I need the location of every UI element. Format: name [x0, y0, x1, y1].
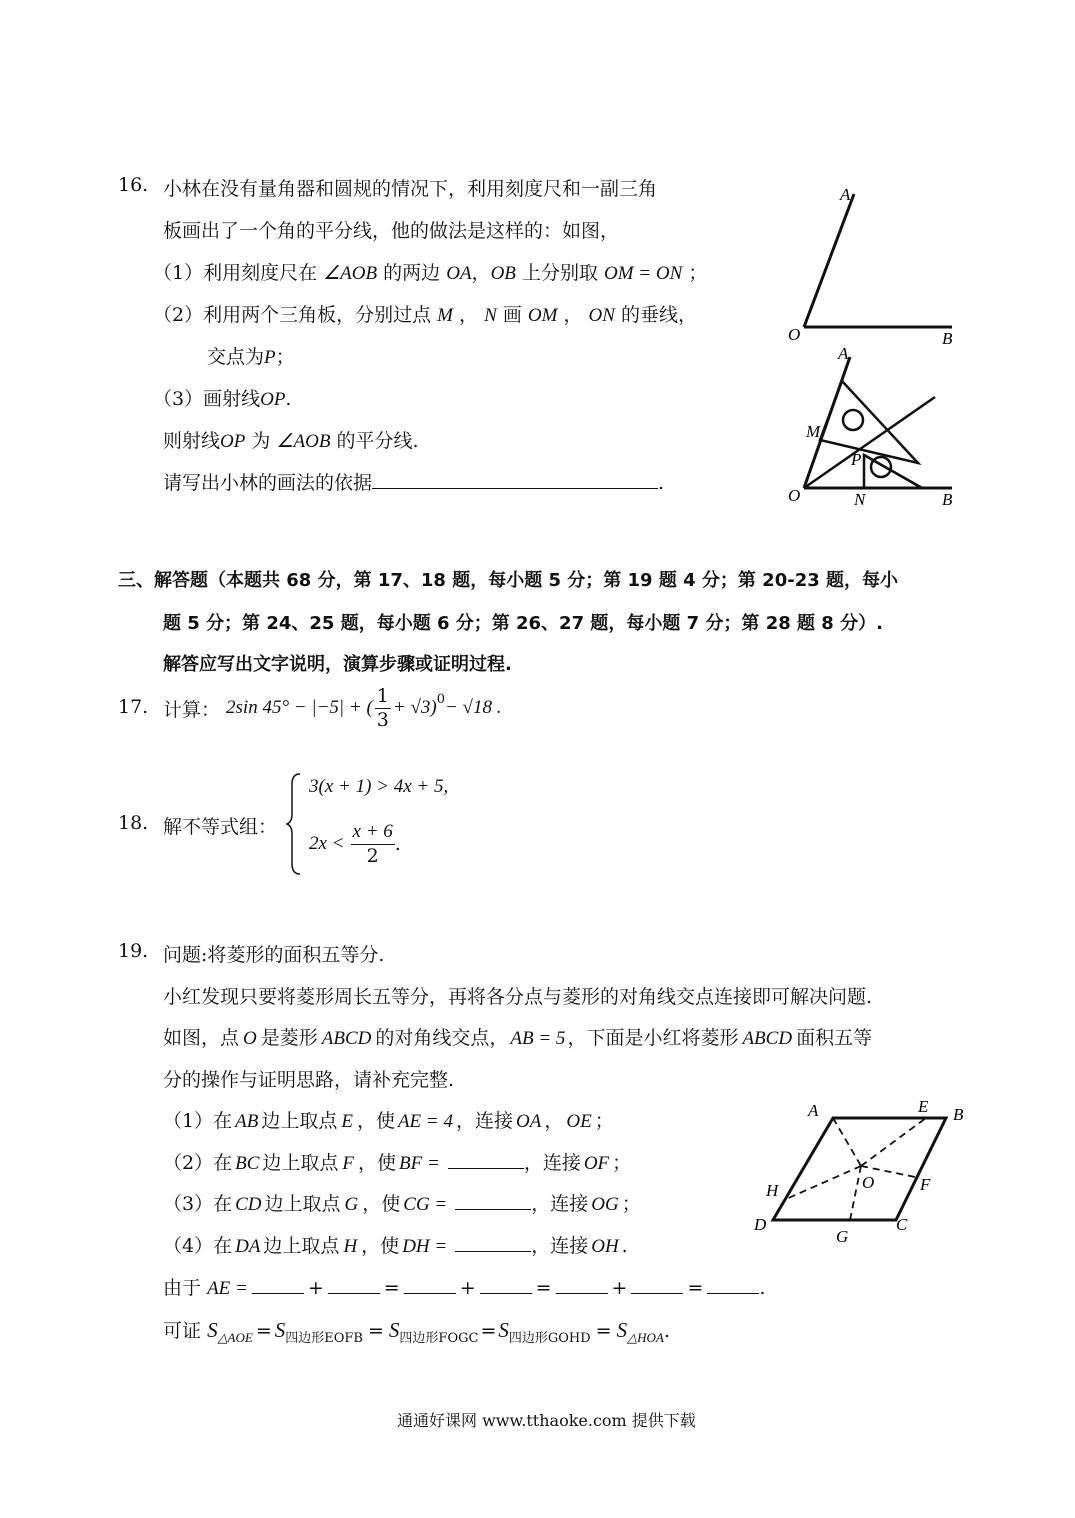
q19-plus: +	[611, 1277, 628, 1299]
q17-label: 计算：	[163, 698, 221, 721]
q16-figure-construction	[780, 345, 980, 515]
q19-line2	[163, 1023, 872, 1050]
q16-point-n: N	[484, 305, 497, 326]
q19-text: ；	[594, 1110, 614, 1132]
q19-sub-aoe: △AOE	[217, 1329, 253, 1345]
q17-fraction	[375, 685, 391, 732]
q19-area-s: S	[616, 1318, 628, 1342]
q19-text: ，连接	[531, 1193, 589, 1215]
q19-text: ，使	[361, 1235, 400, 1257]
section3-header-line1: 三、解答题（本题共 68 分，第 17、18 题，每小题 5 分；第 19 题 4 分；第 20-23 题，每小	[118, 570, 899, 591]
q16-period: .	[285, 388, 292, 410]
label-b: B	[953, 1105, 964, 1124]
q19-text: ；	[621, 1193, 641, 1215]
q19-text: .	[621, 1235, 628, 1257]
q16-concl-text: 为	[251, 430, 271, 452]
q19-side-cd: CD	[235, 1194, 262, 1215]
q19-since	[163, 1273, 765, 1300]
q19-sub-hoa: △HOA	[627, 1329, 664, 1345]
q16-step1	[153, 258, 707, 285]
q19-text: 边上取点	[261, 1110, 338, 1132]
q16-om-on: OM = ON	[604, 263, 683, 284]
q16-step2-text: 交点为	[207, 346, 265, 368]
q17-part2: + √3)	[392, 697, 437, 718]
q19-abcd: ABCD	[321, 1028, 372, 1049]
q19-text: 边上取点	[263, 1235, 340, 1257]
q19-text: ；	[612, 1152, 632, 1174]
q16-ask	[163, 468, 664, 495]
q19-text: 的对角线交点，	[375, 1027, 509, 1049]
q16-answer-blank[interactable]	[372, 469, 658, 489]
q16-step1-text: 的两边	[383, 262, 441, 284]
label-n: N	[854, 490, 866, 509]
q18-fraction	[351, 821, 395, 868]
q19-period: .	[663, 1320, 670, 1342]
q18-ineq2-left: 2x <	[309, 833, 345, 854]
q19-step4	[163, 1231, 628, 1258]
q19-ae-value: AE = 4	[397, 1111, 453, 1132]
q16-op: OP	[220, 431, 246, 452]
q19-sum-blank-4[interactable]	[480, 1274, 532, 1294]
q19-area-s: S	[388, 1318, 400, 1342]
label-g: G	[836, 1227, 849, 1246]
q19-number: 19.	[118, 940, 149, 962]
q19-equals: =	[687, 1277, 704, 1299]
label-e: E	[918, 1097, 929, 1116]
q19-line1: 小红发现只要将菱形周长五等分，再将各分点与菱形的对角线交点连接即可解决问题.	[163, 986, 873, 1008]
q19-period: .	[759, 1277, 766, 1299]
q16-on: ON	[588, 305, 615, 326]
q19-oh: OH	[591, 1236, 619, 1257]
q16-comma: ，	[459, 304, 479, 326]
q19-text: 是菱形	[260, 1027, 318, 1049]
q19-step2	[163, 1148, 631, 1175]
label-o: O	[788, 486, 801, 505]
q16-concl-text: 则射线	[163, 430, 221, 452]
section3-header-line3: 解答应写出文字说明，演算步骤或证明过程.	[163, 654, 512, 675]
q17-exponent: 0	[436, 692, 445, 707]
q19-area-s: S	[274, 1318, 286, 1342]
q16-step3	[153, 384, 291, 411]
q19-oe: OE	[566, 1111, 592, 1132]
q19-sum-blank-7[interactable]	[707, 1274, 759, 1294]
q19-text: 面积五等	[796, 1027, 873, 1049]
q18-frac-den: 2	[366, 844, 379, 867]
q19-text: 边上取点	[264, 1193, 341, 1215]
q19-text: （2）在	[163, 1152, 233, 1174]
q19-step1	[163, 1106, 614, 1133]
q19-text: ，连接	[456, 1110, 514, 1132]
q16-ask-text: 请写出小林的画法的依据	[163, 472, 373, 494]
q17-part1: 2sin 45° − |−5| + (	[226, 697, 373, 718]
q17-frac-num: 1	[376, 684, 389, 707]
q16-angle: ∠AOB	[323, 263, 378, 284]
q19-point-f: F	[342, 1153, 354, 1174]
q18-label: 解不等式组：	[163, 816, 278, 838]
q19-equals: =	[368, 1320, 384, 1342]
q16-period: .	[658, 472, 665, 494]
q19-text: ，	[544, 1110, 564, 1132]
label-f: F	[920, 1175, 931, 1194]
q19-text: （3）在	[163, 1193, 233, 1215]
q16-concl-text: 的平分线.	[336, 430, 419, 452]
q19-dh: DH =	[402, 1236, 448, 1257]
q19-point-h: H	[343, 1236, 358, 1257]
q16-step1-text: 上分别取	[521, 262, 598, 284]
q16-semicolon: ；	[688, 262, 708, 284]
q19-point-g: G	[344, 1194, 359, 1215]
q19-sum-blank-5[interactable]	[556, 1274, 608, 1294]
q19-text: ，使	[362, 1193, 401, 1215]
label-m: M	[806, 422, 821, 441]
q16-oa: OA	[446, 263, 472, 284]
q18-brace	[286, 772, 304, 876]
q16-step2-text: 的垂线，	[621, 304, 698, 326]
q16-ob: OB	[490, 263, 516, 284]
q19-ae: AE =	[207, 1278, 248, 1299]
q19-equals: =	[535, 1277, 552, 1299]
q19-og: OG	[591, 1194, 619, 1215]
q19-sub-fogc: 四边形FOGC	[399, 1330, 479, 1346]
q16-step2-cont	[207, 342, 295, 369]
q18-inequality2	[309, 816, 401, 872]
q19-text: ，连接	[523, 1152, 581, 1174]
q19-line3: 分的操作与证明思路，请补充完整.	[163, 1069, 455, 1091]
q19-area-s: S	[207, 1318, 218, 1342]
q16-conclusion	[163, 426, 419, 453]
q17-part3: − √18 .	[444, 697, 502, 718]
q16-om: OM	[527, 305, 558, 326]
q16-comma: ，	[563, 304, 583, 326]
q19-sum-blank-2[interactable]	[328, 1274, 380, 1294]
label-d: D	[754, 1215, 767, 1234]
q19-text: 如图，点	[163, 1027, 240, 1049]
q16-semicolon: ；	[275, 346, 295, 368]
q19-side-ab: AB	[235, 1111, 259, 1132]
q19-equals: =	[595, 1320, 612, 1342]
q16-comma: ，	[471, 262, 491, 284]
q19-side-da: DA	[235, 1236, 261, 1257]
label-b: B	[942, 329, 953, 348]
label-b: B	[942, 490, 953, 509]
q19-text: 可证	[163, 1320, 202, 1342]
q19-plus: +	[459, 1277, 476, 1299]
q17-expression	[163, 680, 501, 736]
q16-point-m: M	[437, 305, 453, 326]
q19-point-e: E	[341, 1111, 353, 1132]
q18-number: 18.	[118, 812, 149, 834]
q19-sub-eofb: 四边形EOFB	[285, 1330, 363, 1346]
q19-plus: +	[307, 1277, 324, 1299]
q19-text: （4）在	[163, 1235, 233, 1257]
q19-abcd: ABCD	[742, 1028, 793, 1049]
q19-text: 由于	[163, 1277, 202, 1299]
q19-step3	[163, 1189, 641, 1216]
q19-area-s: S	[498, 1318, 509, 1342]
q16-op: OP	[260, 389, 286, 410]
q19-title: 问题:将菱形的面积五等分.	[163, 944, 385, 966]
label-a: A	[808, 1101, 819, 1120]
q19-oa: OA	[516, 1111, 542, 1132]
q19-text: ，使	[356, 1110, 395, 1132]
q16-figure-angle	[780, 180, 970, 350]
page-footer: 通通好课网 www.tthaoke.com 提供下载	[397, 1411, 696, 1430]
q19-bf-blank[interactable]	[448, 1149, 524, 1169]
label-p: P	[851, 450, 862, 469]
q18-period: .	[394, 833, 401, 855]
q16-number: 16.	[118, 174, 149, 196]
q16-point-p: P	[264, 347, 276, 368]
q19-text: 边上取点	[262, 1152, 339, 1174]
label-c: C	[896, 1215, 908, 1234]
q19-text: （1）在	[163, 1110, 233, 1132]
q19-equals: =	[480, 1320, 497, 1342]
q16-step1-text: （1）利用刻度尺在	[153, 262, 318, 284]
q19-equals: =	[255, 1320, 272, 1342]
q19-text: ，连接	[531, 1235, 589, 1257]
q19-of: OF	[583, 1153, 610, 1174]
q17-frac-den: 3	[376, 708, 389, 731]
q19-text: ，使	[358, 1152, 397, 1174]
q19-cg: CG =	[403, 1194, 448, 1215]
q19-text: ，下面是小红将菱形	[567, 1027, 739, 1049]
label-h: H	[766, 1181, 779, 1200]
q18-inequality1: 3(x + 1) > 4x + 5,	[309, 776, 449, 797]
q16-line1: 小林在没有量角器和圆规的情况下，利用刻度尺和一副三角	[163, 178, 658, 200]
q18-frac-num: x + 6	[351, 821, 395, 845]
q16-line2: 板画出了一个角的平分线，他的做法是这样的：如图，	[163, 220, 620, 242]
q19-dh-blank[interactable]	[455, 1232, 531, 1252]
q19-cg-blank[interactable]	[455, 1190, 531, 1210]
section3-header-line2: 题 5 分；第 24、25 题，每小题 6 分；第 26、27 题，每小题 7 分；第 28 题 8 分）.	[163, 613, 883, 634]
q19-bf: BF =	[399, 1153, 440, 1174]
label-a: A	[840, 185, 851, 204]
q16-step2-text: （2）利用两个三角板，分别过点	[153, 304, 432, 326]
label-o: O	[862, 1173, 875, 1192]
q16-step2-text: 画	[502, 304, 522, 326]
q19-sub-gohd: 四边形GOHD	[508, 1330, 591, 1346]
q16-step2	[153, 300, 697, 327]
q19-equals: =	[383, 1277, 400, 1299]
q19-sum-blank-1[interactable]	[252, 1274, 304, 1294]
q19-ab-value: AB = 5	[510, 1028, 566, 1049]
q17-number: 17.	[118, 696, 149, 718]
q19-side-bc: BC	[235, 1153, 260, 1174]
q19-sum-blank-3[interactable]	[404, 1274, 456, 1294]
q19-rhombus-figure	[748, 1096, 978, 1248]
q19-proof	[163, 1316, 670, 1346]
q16-angle: ∠AOB	[276, 431, 331, 452]
q16-step3-text: （3）画射线	[153, 388, 261, 410]
label-a: A	[838, 345, 849, 363]
label-o: O	[788, 325, 801, 344]
q19-sum-blank-6[interactable]	[631, 1274, 683, 1294]
q19-point-o: O	[243, 1028, 257, 1049]
